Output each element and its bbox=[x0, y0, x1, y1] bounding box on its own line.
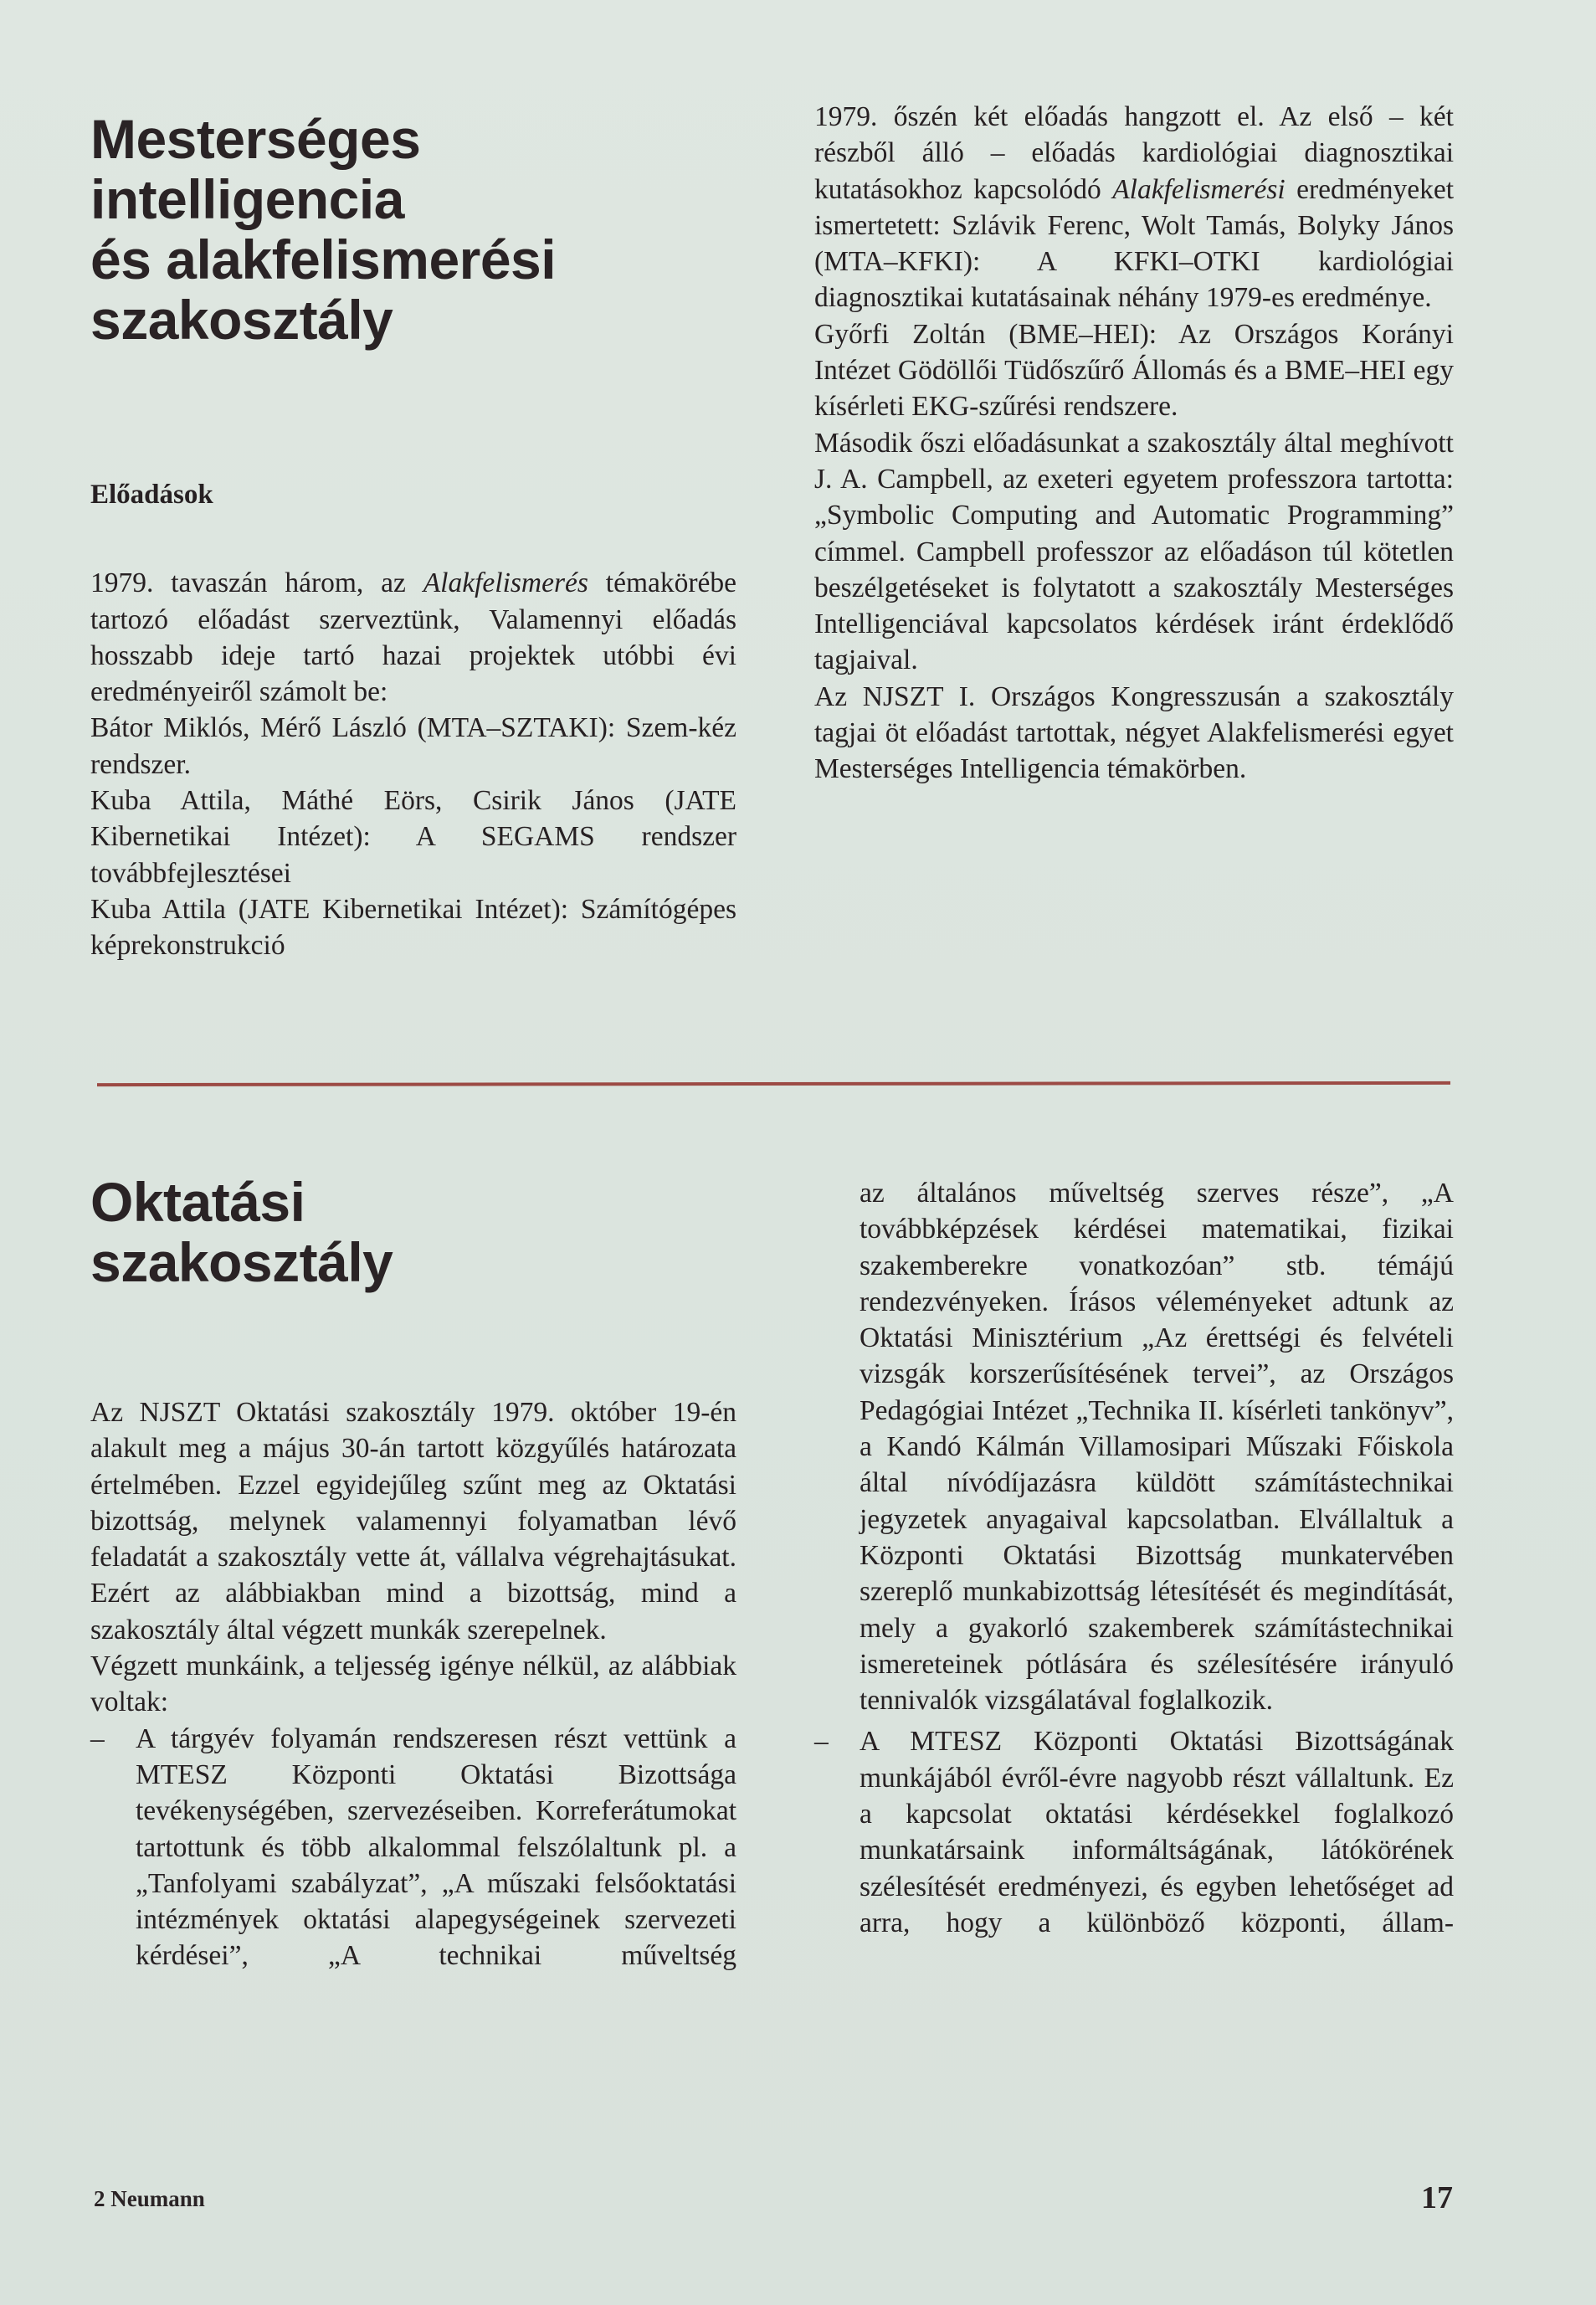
paragraph: Kuba Attila, Máthé Eörs, Csirik János (JATE Kibernetikai Intézet): A SEGAMS rendszer továbbfejlesztései bbox=[90, 785, 736, 889]
heading-line: Mesterséges bbox=[90, 108, 421, 170]
section2-right-column bbox=[814, 1175, 1454, 1941]
heading-line: intelligencia bbox=[90, 168, 404, 230]
section2-left-column bbox=[90, 1394, 736, 1974]
heading-line: Oktatási bbox=[90, 1171, 305, 1233]
paragraph: 1979. őszén két előadás hangzott el. Az első – két részből álló – előadás kardiológiai diagnosztikai kutatásokhoz kapcsolódó Alakfelismerési eredményeket ismertetett: Szlávik Ferenc, Wolt Tamás, Bolyky János (MTA–KFKI): A KFKI–OTKI kardiológiai diagnosztikai kutatásainak néhány 1979-es eredménye. bbox=[814, 101, 1455, 314]
paragraph: Bátor Miklós, Mérő László (MTA–SZTAKI): Szem-kéz rendszer. bbox=[90, 712, 736, 780]
paragraph: Kuba Attila (JATE Kibernetikai Intézet): Számítógépes képrekonstrukció bbox=[90, 893, 736, 962]
dash-bullet-icon: – bbox=[814, 1726, 829, 1758]
bullet-item bbox=[90, 1721, 736, 1974]
bullet-text: A MTESZ Központi Oktatási Bizottságának munkájából évről-évre nagyobb részt vállaltunk. Ez a kapcsolat oktatási kérdésekkel foglalkozó munkatársaink informáltságának, látókörének szélesítését eredményezi, és egyben lehetőséget ad arra, hogy a különböző központi, állam- bbox=[860, 1726, 1454, 1938]
section-divider-rule bbox=[97, 1081, 1450, 1086]
paragraph: Az NJSZT Oktatási szakosztály 1979. október 19-én alakult meg a május 30-án tartott közgyűlés határozata értelmében. Ezzel egyidejűleg szűnt meg az Oktatási bizottság, melynek valamennyi folyamatban lévő feladatát a szakosztály vette át, vállalva végrehajtásukat. Ezért az alábbiakban mind a bizottság, mind a szakosztály által végzett munkák szerepelnek. bbox=[90, 1397, 736, 1645]
paragraph: 1979. tavaszán három, az Alakfelismerés témakörébe tartozó előadást szerveztünk, Valamennyi előadás hosszabb ideje tartó hazai projektek utóbbi évi eredményeiről számolt be: bbox=[90, 567, 737, 708]
section-heading-ai bbox=[90, 109, 556, 350]
heading-line: szakosztály bbox=[90, 1231, 393, 1293]
section-heading-oktatasi bbox=[90, 1172, 393, 1292]
bullet-item bbox=[814, 1723, 1454, 1941]
bullet-text: az általános műveltség szerves része”, „A továbbképzések kérdései matematikai, fizikai szakemberekre vonatkozóan” stb. témájú rendezvényeken. Írásos véleményeket adtunk az Oktatási Minisztérium „Az érettségi és felvételi vizsgák korszerűsítésének tervei”, az Országos Pedagógiai Intézet „Technika II. kísérleti tankönyv”, a Kandó Kálmán Villamosipari Műszaki Főiskola által nívódíjazásra küldött számítástechnikai jegyzetek anyagaival kapcsolatban. Elvállaltuk a Központi Oktatási Bizottság munkatervében szereplő munkabizottság létesítését és megindítását, mely a gyakorló szakemberek számítástechnikai ismereteinek pótlására és szélesítésére irányuló tennivalók vizsgálatával foglalkozik. bbox=[860, 1178, 1454, 1717]
bullet-item-continued bbox=[814, 1175, 1454, 1718]
paragraph: Az NJSZT I. Országos Kongresszusán a szakosztály tagjai öt előadást tartottak, négyet Alakfelismerési egyet Mesterséges Intelligencia témakörben. bbox=[814, 680, 1454, 785]
paragraph: Győrfi Zoltán (BME–HEI): Az Országos Korányi Intézet Gödöllői Tüdőszűrő Állomás és a BME–HEI egy kísérleti EKG-szűrési rendszere. bbox=[814, 318, 1454, 423]
section1-left-column bbox=[90, 477, 736, 964]
footer-signature: 2 Neumann bbox=[94, 2186, 205, 2211]
section1-right-column bbox=[814, 99, 1454, 788]
bullet-text: A tárgyév folyamán rendszeresen részt vettünk a MTESZ Központi Oktatási Bizottsága tevékenységében, szervezéseiben. Korreferátumokat tartottunk és több alkalommal felszólaltunk pl. a „Tanfolyami szabályzat”, „A műszaki felsőoktatási intézmények oktatási alapegységeinek szervezeti kérdései”, „A technikai műveltség bbox=[136, 1722, 736, 1972]
dash-bullet-icon: – bbox=[90, 1722, 105, 1754]
heading-line: szakosztály bbox=[90, 289, 393, 351]
paragraph: Végzett munkáink, a teljesség igénye nélkül, az alábbiak voltak: bbox=[90, 1650, 736, 1718]
heading-line: és alakfelismerési bbox=[90, 228, 557, 290]
paragraph: Második őszi előadásunkat a szakosztály által meghívott J. A. Campbell, az exeteri egyetem professzora tartotta: „Symbolic Computing and Automatic Programming” címmel. Campbell professzor az előadáson túl kötetlen beszélgetéseket is folytatott a szakosztály Mesterséges Intelligenciával kapcsolatos kérdések iránt érdeklődő tagjaival. bbox=[814, 427, 1454, 676]
page-number: 17 bbox=[1421, 2180, 1453, 2215]
subheading-eloadasok: Előadások bbox=[90, 480, 213, 510]
